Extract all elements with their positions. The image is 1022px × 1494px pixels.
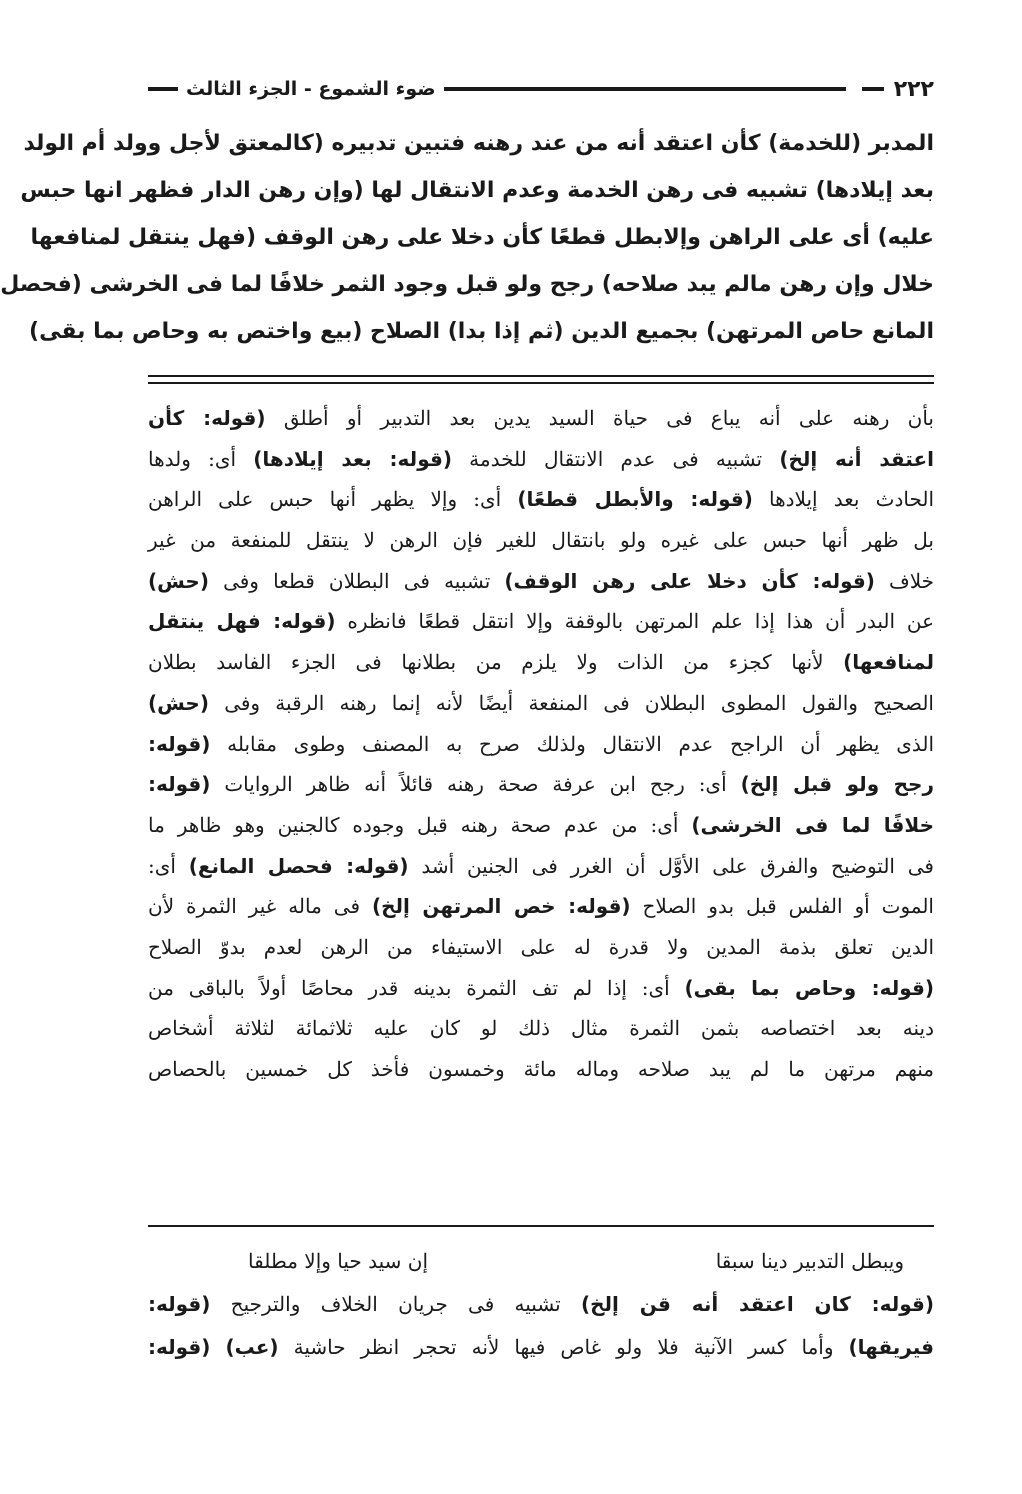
gloss-text: أى: ولدها (148, 446, 254, 471)
gloss-text: الذى يظهر أن الراجح عدم الانتقال ولذلك صرح به المصنف وطوى مقابله (210, 731, 934, 756)
gloss-lemma: (حش) (148, 568, 209, 593)
gloss-lemma: (حش) (148, 690, 209, 715)
gloss-lemma: (قوله: فهل ينتقل (148, 609, 336, 634)
main-text-line: المدبر (للخدمة) كأن اعتقد أنه من عند رهنه فتبين تدبيره (كالمعتق لأجل وولد أم الولد (23, 131, 934, 156)
gloss-lemma: رجح ولو قبل إلخ) (740, 772, 934, 797)
gloss-text: منهم مرتهن ما لم يبد صلاحه وماله مائة وخمسون فأخذ كل خمسين بالحصاص (148, 1057, 934, 1081)
gloss-lemma: (قوله: كأن (148, 406, 266, 430)
gloss-lemma: (قوله: بعد إيلادها) (253, 446, 452, 471)
gloss-text: أى: رجح ابن عرفة صحة رهنه قائلاً أنه ظاهر الروايات (210, 772, 741, 797)
gloss-text: بل ظهر أنها حبس على غيره ولو بانتقال للغير فإن الرهن لا ينتقل للمنفعة من غير (148, 528, 934, 553)
gloss-lemma: (قوله: خص المرتهن إلخ) (371, 894, 631, 919)
commentary-line (148, 927, 934, 968)
gloss-lemma: اعتقد أنه إلخ) (779, 446, 934, 471)
commentary-line (148, 561, 934, 602)
gloss-text: لأنها كجزء من الذات ولا يلزم من بطلانها فى الجزء الفاسد بطلان (148, 650, 844, 675)
verse-hemistich-right: ويبطل التدبير دينا سبقا (715, 1249, 904, 1273)
commentary-line (148, 846, 934, 887)
gloss-text: أى: (148, 853, 189, 878)
gloss-lemma: (عب) (225, 1335, 279, 1359)
page-header (148, 72, 934, 106)
main-text-line: خلال وإن رهن مالم يبد صلاحه) رجح ولو قبل وجود الثمر خلافًا لما فى الخرشى (فحصل (0, 272, 934, 297)
gloss-text: بأن رهنه على أنه يباع فى حياة السيد يدين بعد التدبير أو أطلق (265, 406, 934, 430)
main-text-line: المانع حاص المرتهن) بجميع الدين (ثم إذا بدا) الصلاح (بيع واختص به وحاص بما بقى) (29, 319, 934, 344)
footnote-line (148, 1283, 934, 1326)
gloss-lemma: (قوله: (148, 1292, 211, 1316)
gloss-text: أى: وإلا يظهر أنها حبس على الراهن (148, 487, 518, 512)
header-dash-end (148, 87, 178, 91)
commentary-line (148, 479, 934, 520)
header-dash (862, 87, 884, 91)
commentary-line (148, 398, 934, 439)
gloss-lemma: (قوله: فحصل المانع) (188, 853, 409, 878)
gloss-text: أى: إذا لم تف الثمرة بدينه قدر محاصًا أولاً بالباقى من (148, 975, 685, 1000)
gloss-lemma: لمنافعها) (843, 650, 934, 675)
gloss-text: فى التوضيح والفرق على الأوَّل أن الغرر فى الجنين أشد (408, 853, 934, 878)
page-number: ٢٢٢ (893, 76, 934, 102)
gloss-text: دينه بعد اختصاصه بثمن الثمرة مثال ذلك لو كان عليه ثلاثمائة لثلاثة أشخاص (148, 1016, 934, 1041)
gloss-text: عن البدر أن هذا إذا علم المرتهن بالوقفة وإلا انتقل قطعًا فانظره (335, 609, 935, 634)
main-text-line: عليه) أى على الراهن وإلابطل قطعًا كأن دخلا على رهن الوقف (فهل ينتقل لمنافعها (30, 225, 934, 250)
gloss-lemma: (قوله: (148, 1335, 211, 1359)
footnote-divider (148, 1225, 934, 1227)
commentary-line (148, 1049, 934, 1090)
gloss-text: تشبيه فى البطلان قطعا وفى (208, 568, 505, 593)
commentary-line (148, 601, 934, 642)
footnote-line (148, 1326, 934, 1369)
verse-hemistich-left: إن سيد حيا وإلا مطلقا (248, 1249, 429, 1273)
gloss-lemma: (قوله: كأن دخلا على رهن الوقف) (504, 568, 875, 593)
gloss-text: الصحيح والقول المطوى البطلان فى المنفعة أيضًا لأنه إنما رهنه الرقبة وفى (208, 690, 934, 715)
gloss-lemma: (قوله: (148, 772, 211, 797)
gloss-lemma: فيريقها) (848, 1335, 934, 1359)
commentary-line (148, 886, 934, 927)
commentary-line (148, 1008, 934, 1049)
commentary-line (148, 642, 934, 683)
gloss-text: خلاف (874, 568, 934, 593)
footnotes (148, 1240, 934, 1369)
main-text-line: بعد إيلادها) تشبيه فى رهن الخدمة وعدم الانتقال لها (وإن رهن الدار فظهر انها حبس (20, 178, 934, 203)
commentary-line (148, 724, 934, 765)
commentary-line (148, 683, 934, 724)
running-title: ضوء الشموع - الجزء الثالث (186, 78, 436, 100)
gloss-text: الموت أو الفلس قبل بدو الصلاح (630, 894, 934, 919)
gloss-lemma: خلافًا لما فى الخرشى) (691, 812, 934, 837)
gloss-text (210, 1335, 225, 1359)
gloss-text: تشبيه فى جريان الخلاف والترجيح (210, 1292, 581, 1316)
commentary-line (148, 439, 934, 480)
gloss-text: الحادث بعد إيلادها (752, 487, 934, 512)
gloss-lemma: (قوله: كان اعتقد أنه قن إلخ) (580, 1292, 934, 1316)
gloss-lemma: (قوله: وحاص بما بقى) (684, 975, 934, 1000)
commentary-line (148, 968, 934, 1009)
main-text (0, 120, 934, 355)
verse-line (148, 1240, 934, 1283)
header-rule (444, 87, 846, 91)
gloss-lemma: (قوله: والأبطل قطعًا) (517, 487, 753, 512)
gloss-text: الدين تعلق بذمة المدين ولا قدرة له على الاستيفاء من الرهن لعدم بدوّ الصلاح (148, 934, 934, 959)
gloss-text: أى: من عدم صحة رهنه قبل وجوده كالجنين وهو ظاهر ما (148, 812, 692, 837)
commentary-line (148, 520, 934, 561)
gloss-text: تشبيه فى عدم الانتقال للخدمة (451, 446, 780, 471)
gloss-lemma: (قوله: (148, 731, 211, 756)
section-divider-double (148, 375, 934, 384)
gloss-text: فى ماله غير الثمرة لأن (148, 894, 372, 919)
commentary-line (148, 805, 934, 846)
gloss-text: وأما كسر الآنية فلا ولو غاص فيها لأنه تحجر انظر حاشية (278, 1335, 849, 1359)
commentary-text (148, 398, 934, 1090)
commentary-line (148, 764, 934, 805)
